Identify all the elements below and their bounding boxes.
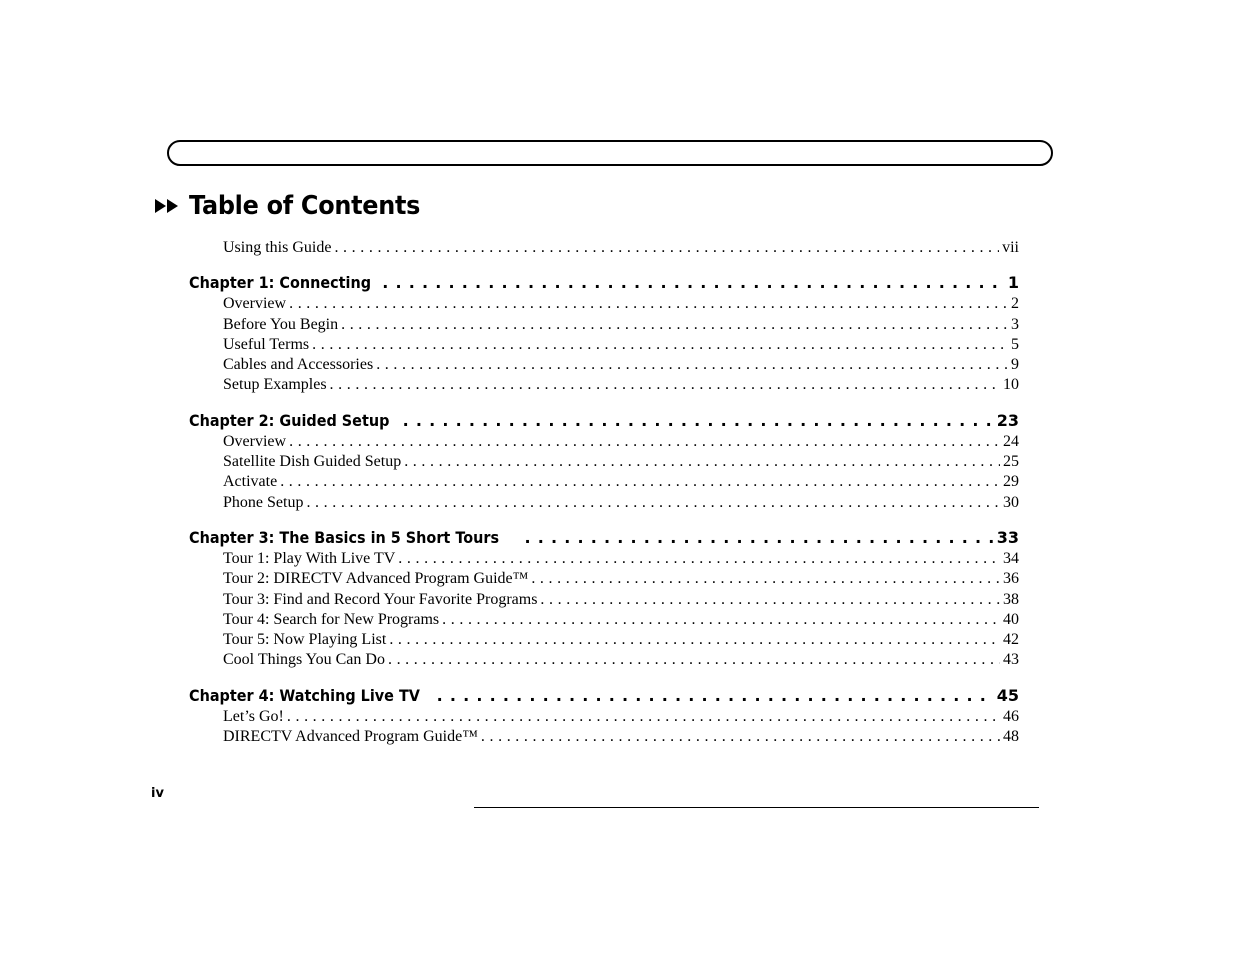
toc-preface-group (189, 238, 1019, 258)
toc-entry[interactable] (189, 432, 1019, 452)
dot-leader (289, 432, 1000, 452)
dot-leader (404, 452, 1000, 472)
toc-entry[interactable] (189, 727, 1019, 747)
toc-entry-label: Tour 3: Find and Record Your Favorite Programs (223, 590, 538, 608)
toc-chapter-3-group (189, 527, 1019, 671)
toc-chapter-page: 1 (1007, 273, 1019, 293)
toc-entry-label: Let’s Go! (223, 707, 284, 725)
dot-leader (437, 685, 994, 707)
dot-leader (403, 410, 994, 432)
footer-rule (474, 807, 1039, 808)
toc-entry-label: Useful Terms (223, 335, 310, 353)
toc-entry[interactable] (189, 569, 1019, 589)
dot-leader (525, 527, 994, 549)
dot-leader (287, 707, 1000, 727)
toc-entry-page: 3 (1011, 315, 1019, 333)
dot-leader (330, 375, 1000, 395)
toc-entry-page: 34 (1003, 549, 1019, 567)
toc-entry-page: 36 (1003, 570, 1019, 588)
dot-leader (388, 650, 1000, 670)
toc-entry[interactable] (189, 452, 1019, 472)
toc-chapter-4-group (189, 685, 1019, 748)
dot-leader (306, 493, 1000, 513)
toc-entry[interactable] (189, 630, 1019, 650)
toc-entry-label: Tour 4: Search for New Programs (223, 610, 440, 628)
dot-leader (540, 590, 1000, 610)
title-row (155, 186, 440, 226)
toc-entry-page: 5 (1011, 335, 1019, 353)
toc-entry[interactable] (189, 590, 1019, 610)
toc-entry-label: Using this Guide (223, 239, 332, 256)
toc-chapter-page: 45 (996, 685, 1019, 705)
page-title: Table of Contents (189, 191, 421, 221)
toc-entry[interactable] (189, 493, 1019, 513)
toc-entry-page: 48 (1003, 728, 1019, 746)
toc-entry-page: 25 (1003, 453, 1019, 471)
toc-entry-page: 29 (1003, 473, 1019, 491)
toc-entry-label: DIRECTV Advanced Program Guide™ (223, 728, 478, 746)
toc-entry[interactable] (189, 335, 1019, 355)
toc-entry-label: Activate (223, 473, 278, 491)
toc-entry-label: Cables and Accessories (223, 356, 374, 374)
toc-entry-page: 42 (1003, 631, 1019, 649)
toc-entry[interactable] (189, 610, 1019, 630)
dot-leader (280, 472, 1000, 492)
toc-chapter-label: Chapter 4: Watching Live TV (189, 685, 420, 705)
toc-entry-label: Overview (223, 432, 287, 450)
toc-entry-page: 30 (1003, 493, 1019, 511)
toc-entry-label: Cool Things You Can Do (223, 651, 385, 669)
dot-leader (389, 630, 1000, 650)
dot-leader (334, 238, 999, 258)
dot-leader (312, 335, 1008, 355)
toc-entry-label: Overview (223, 295, 287, 313)
toc-entry-page: 2 (1011, 295, 1019, 313)
toc-entry-page: 40 (1003, 610, 1019, 628)
dot-leader (289, 294, 1008, 314)
toc-chapter-2[interactable] (189, 410, 1019, 432)
toc-chapter-3[interactable] (189, 527, 1019, 549)
toc-chapter-label: Chapter 1: Connecting (189, 273, 372, 293)
fast-forward-icon (155, 198, 181, 214)
table-of-contents (189, 238, 1019, 747)
toc-chapter-1[interactable] (189, 272, 1019, 294)
toc-chapter-2-group (189, 410, 1019, 513)
dot-leader (382, 272, 1005, 294)
dot-leader (376, 355, 1008, 375)
dot-leader (398, 549, 1000, 569)
dot-leader (442, 610, 1000, 630)
toc-entry-label: Tour 5: Now Playing List (223, 631, 387, 649)
toc-chapter-page: 33 (996, 527, 1019, 547)
toc-entry-label: Before You Begin (223, 315, 339, 333)
toc-entry-label: Tour 1: Play With Live TV (223, 549, 396, 567)
toc-chapter-1-group (189, 272, 1019, 395)
toc-entry-page: vii (1002, 239, 1019, 256)
toc-entry[interactable] (189, 549, 1019, 569)
toc-entry-label: Phone Setup (223, 493, 304, 511)
toc-entry-page: 43 (1003, 651, 1019, 669)
toc-chapter-page: 23 (996, 410, 1019, 430)
toc-entry[interactable] (189, 472, 1019, 492)
toc-entry-page: 46 (1003, 707, 1019, 725)
dot-leader (341, 315, 1008, 335)
toc-entry[interactable] (189, 650, 1019, 670)
toc-entry-label: Satellite Dish Guided Setup (223, 453, 402, 471)
toc-entry[interactable] (189, 707, 1019, 727)
toc-entry-page: 10 (1003, 376, 1019, 394)
toc-entry-label: Tour 2: DIRECTV Advanced Program Guide™ (223, 570, 529, 588)
toc-entry-label: Setup Examples (223, 376, 327, 394)
header-bar (167, 140, 1053, 166)
toc-entry[interactable] (189, 238, 1019, 258)
page-number: iv (151, 786, 164, 801)
toc-entry[interactable] (189, 355, 1019, 375)
toc-chapter-label: Chapter 3: The Basics in 5 Short Tours (189, 527, 500, 547)
toc-entry[interactable] (189, 315, 1019, 335)
toc-entry-page: 9 (1011, 356, 1019, 374)
toc-entry[interactable] (189, 375, 1019, 395)
toc-chapter-4[interactable] (189, 685, 1019, 707)
dot-leader (481, 727, 1000, 747)
dot-leader (531, 569, 1000, 589)
toc-entry-page: 24 (1003, 432, 1019, 450)
toc-entry[interactable] (189, 294, 1019, 314)
toc-entry-page: 38 (1003, 590, 1019, 608)
toc-chapter-label: Chapter 2: Guided Setup (189, 410, 390, 430)
